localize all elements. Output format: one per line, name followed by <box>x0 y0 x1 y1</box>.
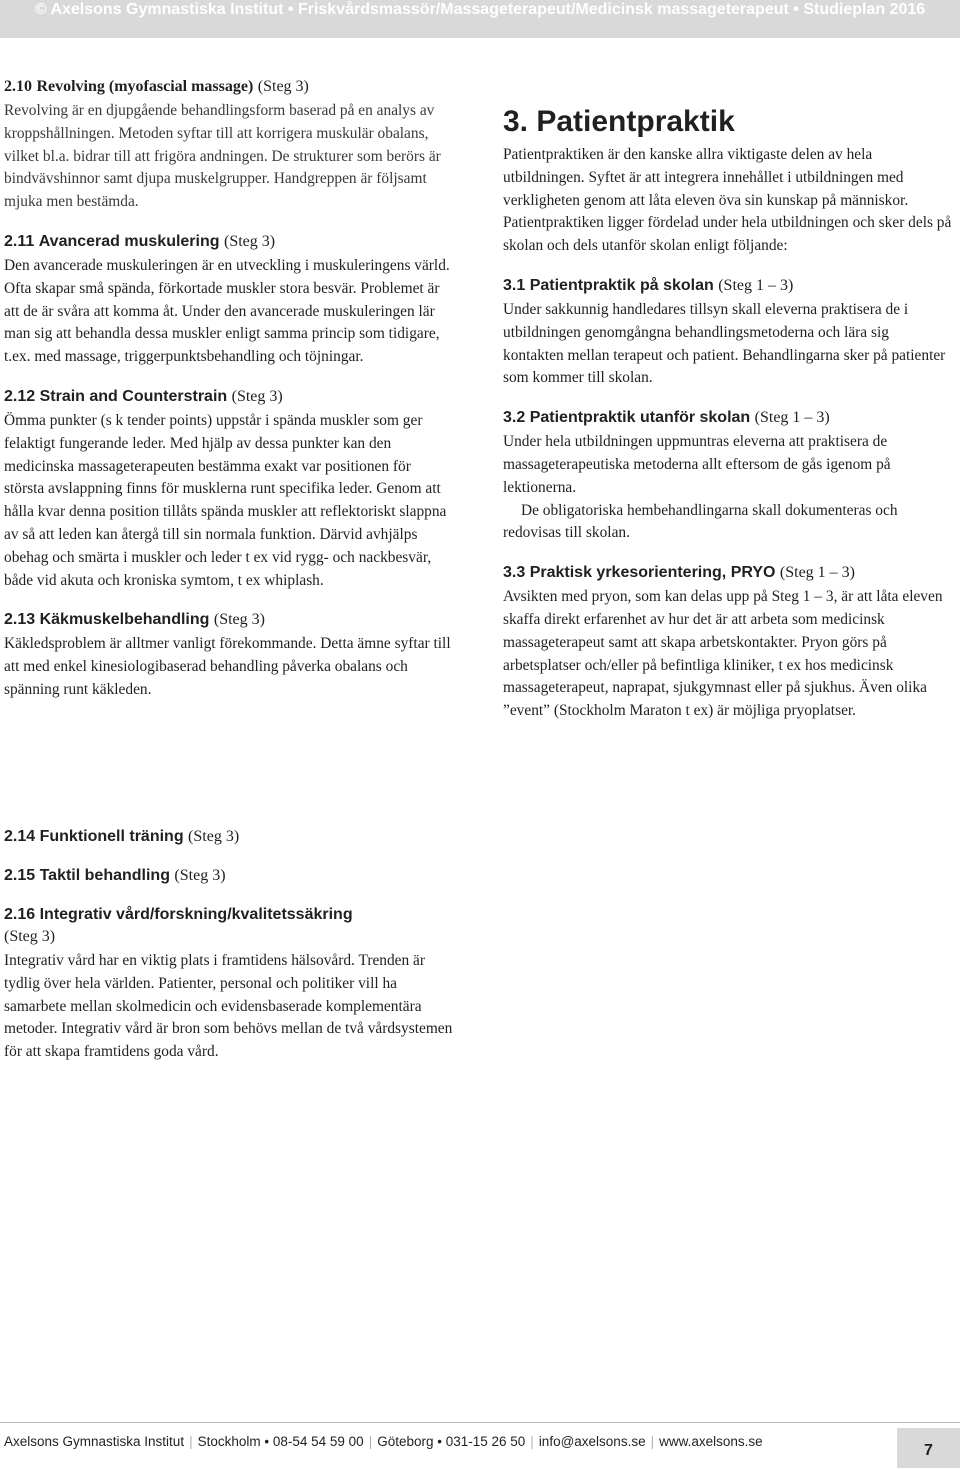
section-heading <box>4 826 454 848</box>
section-body: Den avancerade muskuleringen är en utveckling i muskuleringens värld. Ofta skapar små spända, förkortade muskler stora besvär. Problemet är att de är svåra att komma åt. Under den avancerade muskuleringen lär man sig att behandla dessa muskler enligt samma princip som tidigare, t.ex. med massage, triggerpunktsbehandling och töjningar. <box>4 256 450 366</box>
section-title: Taktil behandling <box>39 867 170 884</box>
section-heading <box>4 904 454 948</box>
footer-web-link[interactable]: www.axelsons.se <box>659 1434 763 1449</box>
section-steg: (Steg 1 – 3) <box>779 564 855 582</box>
section-steg: (Steg 3) <box>188 828 240 845</box>
section-3-3 <box>503 562 953 723</box>
section-body: Under hela utbildningen uppmuntras eleverna att praktisera de massageterapeutiska metoderna allt eftersom de gås igenom på lektionerna. <box>503 433 891 496</box>
section-number: 2.12 <box>4 387 36 405</box>
section-body-paragraph: De obligatoriska hembehandlingarna skall dokumenteras och redovisas till skolan. <box>503 501 898 542</box>
section-heading <box>503 562 953 584</box>
section-title: Revolving (myofascial massage) <box>36 78 254 95</box>
footer-contact <box>4 1434 763 1449</box>
section-body: Under sakkunnig handledares tillsyn skall eleverna praktisera de i utbildningen genomgångna behandlingsmetoderna och lära sig kontakten mellan terapeut och patient. Behandlingarna sker på patienter som kommer till skolan. <box>503 300 946 387</box>
section-steg: (Steg 3) <box>174 867 226 884</box>
section-title: Patientpraktik på skolan <box>529 276 714 294</box>
footer-separator: | <box>530 1434 534 1449</box>
footer-institute: Axelsons Gymnastiska Institut <box>4 1434 185 1449</box>
right-column <box>503 104 953 740</box>
section-body: Avsikten med pryon, som kan delas upp på Steg 1 – 3, är att låta eleven skaffa direkt erfarenhet av hur det är att arbeta som medicinsk massageterapeut samt att skapa arbetskontakter. Pryon görs på arbetsplatser och/eller på befintliga kliniker, t ex hos medicinsk massageterapeut, naprapat, sjukgymnast eller på sjukhus. Även olika ”event” (Stockholm Maraton t ex) är möjliga pryoplatser. <box>503 588 943 720</box>
intro-text: Patientpraktiken är den kanske allra viktigaste delen av hela utbildningen. Syftet är att integrera innehållet i utbildningen med verkligheten genom att låta eleven öva sin kunskap på människor. Patientpraktiken ligger fördelad under hela utbildningen och sker dels på skolan och dels utanför skolan enligt följande: <box>503 146 952 255</box>
section-2-10 <box>4 76 454 214</box>
section-title: Praktisk yrkesorientering, PRYO <box>529 564 776 582</box>
chapter-heading: 3. Patientpraktik <box>503 105 735 138</box>
header-copyright: © Axelsons Gymnastiska Institut <box>34 1 284 18</box>
section-body: Integrativ vård har en viktig plats i framtidens hälsovård. Trenden är tydlig över hela världen. Patienter, personal och politiker vill ha samarbete mellan skolmedicin och evidensbaserade komplementära metoder. Integrativ vård är bron som behövs mellan de två vårdsystemen för att skapa framtidens goda vård. <box>4 952 453 1061</box>
section-number: 2.14 <box>4 828 36 845</box>
section-number: 2.16 <box>4 906 36 923</box>
section-heading <box>503 275 953 297</box>
section-heading <box>4 865 454 887</box>
section-title: Käkmuskelbehandling <box>39 611 210 629</box>
section-body: Ömma punkter (s k tender points) uppstår i spända muskler som ger felaktigt fungerande leder. Med hjälp av dessa punkter kan den medicinska massageterapeuten bestämma exakt var positionen för största avslappning finns för musklerna runt specifika leder. Genom att hålla kvar denna position tillåts spända muskler att reflektoriskt slappna av så att leden kan återgå till sin normala funktion. Därvid avhjälps obehag och smärta i muskler och leder t ex vid rygg- och nackbesvär, både vid akuta och kroniska symtom, t ex whiplash. <box>4 411 447 589</box>
section-title: Avancerad muskulering <box>38 232 220 250</box>
bottom-sections <box>4 826 454 1081</box>
section-number: 3.3 <box>503 564 526 582</box>
page-number: 7 <box>924 1442 933 1459</box>
section-heading <box>4 76 454 98</box>
section-body: Revolving är en djupgående behandlingsform baserad på en analys av kroppshållningen. Metoden syftar till att korrigera muskulär obalans, vilket bl.a. bidrar till att frigöra andningen. De strukturer som berörs är bindvävshinnor samt djupa muskelgrupper. Handgreppen är följsamt mjuka men bestämda. <box>4 102 441 211</box>
section-2-11 <box>4 231 454 369</box>
left-column <box>4 76 454 719</box>
section-heading <box>4 609 454 631</box>
section-3-2 <box>503 407 953 545</box>
section-steg: (Steg 3) <box>213 611 265 629</box>
section-number: 2.10 <box>4 78 32 95</box>
section-title: Funktionell träning <box>39 828 184 845</box>
section-body: Käkledsproblem är alltmer vanligt förekommande. Detta ämne syftar till att med enkel kinesiologibaserad behandling påverka obalans och spänning runt käkleden. <box>4 635 451 698</box>
section-3-1 <box>503 275 953 390</box>
section-title: Patientpraktik utanför skolan <box>529 409 751 427</box>
section-steg: (Steg 3) <box>223 232 276 250</box>
section-2-12 <box>4 386 454 592</box>
footer-stockholm: Stockholm • 08-54 54 59 00 <box>197 1434 364 1449</box>
header-program: Friskvårdsmassör/Massageterapeut/Medicinsk massageterapeut <box>297 1 789 18</box>
section-heading <box>4 231 454 253</box>
section-number: 2.11 <box>4 232 35 250</box>
chapter-intro <box>503 144 953 258</box>
section-2-15 <box>4 865 454 887</box>
section-steg: (Steg 1 – 3) <box>718 276 794 294</box>
section-number: 3.1 <box>503 276 526 294</box>
footer-separator: | <box>189 1434 193 1449</box>
section-number: 3.2 <box>503 409 526 427</box>
footer-goteborg: Göteborg • 031-15 26 50 <box>377 1434 526 1449</box>
page-number-box <box>897 1428 960 1468</box>
section-heading <box>503 407 953 429</box>
section-title: Strain and Counterstrain <box>39 387 228 405</box>
footer-separator: | <box>650 1434 655 1449</box>
section-2-14 <box>4 826 454 848</box>
section-steg: (Steg 3) <box>231 387 283 405</box>
section-heading <box>4 386 454 408</box>
section-steg: (Steg 3) <box>257 78 309 95</box>
page-header <box>0 0 960 38</box>
footer-email-link[interactable]: info@axelsons.se <box>538 1434 646 1449</box>
section-number: 2.15 <box>4 867 36 884</box>
section-title: Integrativ vård/forskning/kvalitetssäkring <box>39 906 353 923</box>
footer-separator: | <box>368 1434 373 1449</box>
section-steg: (Steg 1 – 3) <box>754 409 830 427</box>
section-2-16 <box>4 904 454 1064</box>
section-number: 2.13 <box>4 611 36 629</box>
page-footer <box>0 1422 960 1469</box>
section-steg: (Steg 3) <box>4 928 56 945</box>
header-bullet: • <box>287 1 294 18</box>
section-2-13 <box>4 609 454 701</box>
header-bullet: • <box>793 1 799 18</box>
header-plan: Studieplan 2016 <box>803 1 926 18</box>
